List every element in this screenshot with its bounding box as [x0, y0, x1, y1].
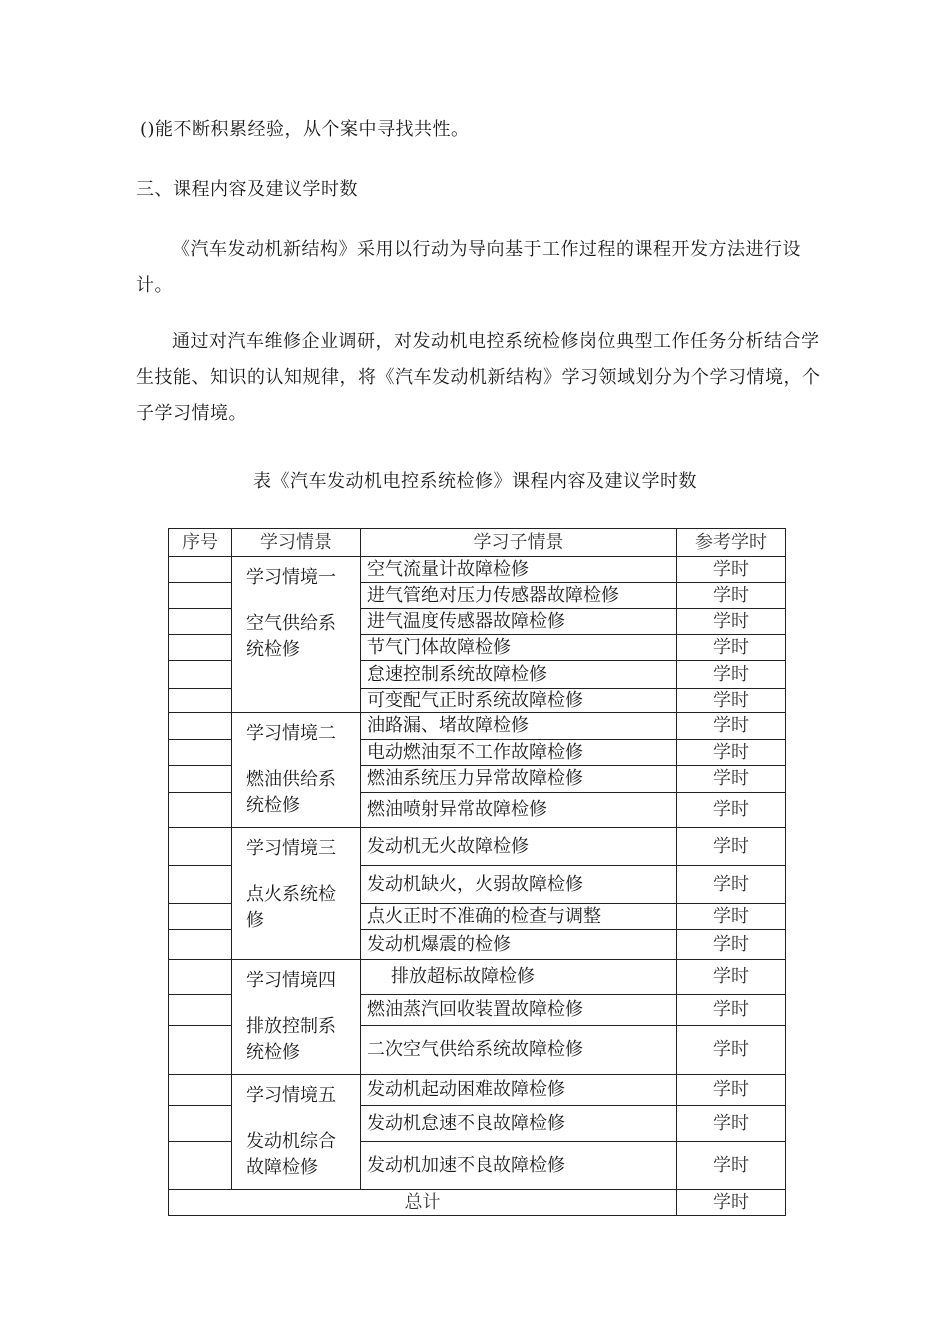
table-row: [169, 960, 786, 995]
situation-gap: [246, 862, 346, 882]
sub-situation-cell: 进气温度传感器故障检修: [361, 609, 677, 635]
sub-situation-cell: 油路漏、堵故障检修: [361, 713, 677, 740]
situation-gap: [246, 747, 346, 767]
sub-situation-cell: 发动机加速不良故障检修: [361, 1142, 677, 1190]
situation-cell: [232, 828, 361, 960]
table-row: [169, 557, 786, 583]
total-hours: 学时: [677, 1190, 786, 1216]
situation-title: 学习情境一: [246, 567, 336, 588]
sub-situation-cell: 空气流量计故障检修: [361, 557, 677, 583]
hours-cell: 学时: [677, 609, 786, 635]
row-index-cell: [169, 713, 232, 740]
hours-cell: 学时: [677, 689, 786, 713]
hours-cell: 学时: [677, 828, 786, 866]
sub-situation-cell: 燃油喷射异常故障检修: [361, 793, 677, 828]
hours-cell: 学时: [677, 661, 786, 689]
hours-cell: 学时: [677, 739, 786, 766]
hours-cell: 学时: [677, 713, 786, 740]
hours-cell: 学时: [677, 995, 786, 1026]
header-sub-situation: 学习子情景: [361, 529, 677, 557]
table-row: [169, 713, 786, 740]
situation-gap: [246, 1109, 346, 1129]
situation-cell: [232, 713, 361, 828]
hours-cell: 学时: [677, 557, 786, 583]
row-index-cell: [169, 1106, 232, 1142]
table-caption: 表《汽车发动机电控系统检修》课程内容及建议学时数: [253, 471, 697, 492]
row-index-cell: [169, 1142, 232, 1190]
paragraph-design-text: 《汽车发动机新结构》采用以行动为导向基于工作过程的课程开发方法进行设计。: [136, 239, 801, 296]
sub-situation-cell: 排放超标故障检修: [361, 960, 677, 995]
row-index-cell: [169, 739, 232, 766]
hours-cell: 学时: [677, 866, 786, 904]
row-index-cell: [169, 904, 232, 930]
row-index-cell: [169, 828, 232, 866]
hours-cell: 学时: [677, 583, 786, 609]
paragraph-survey: [136, 324, 826, 432]
table-row: [169, 1075, 786, 1106]
sub-situation-cell: 发动机起动困难故障检修: [361, 1075, 677, 1106]
row-index-cell: [169, 1025, 232, 1074]
hours-cell: 学时: [677, 1106, 786, 1142]
paragraph-survey-text: 通过对汽车维修企业调研，对发动机电控系统检修岗位典型工作任务分析结合学生技能、知识的认知规律，将《汽车发动机新结构》学习领域划分为个学习情境，个子学习情境。: [136, 331, 821, 424]
hours-cell: 学时: [677, 766, 786, 793]
course-table-body: [169, 529, 786, 1216]
row-index-cell: [169, 1075, 232, 1106]
row-index-cell: [169, 689, 232, 713]
total-label: 总计: [169, 1190, 677, 1216]
hours-cell: 学时: [677, 904, 786, 930]
situation-name: 点火系统检修: [246, 884, 336, 931]
row-index-cell: [169, 635, 232, 661]
course-content-table: [168, 528, 786, 1216]
situation-name: 排放控制系统检修: [246, 1016, 336, 1063]
row-index-cell: [169, 609, 232, 635]
situation-title: 学习情境二: [246, 723, 336, 744]
situation-title: 学习情境五: [246, 1085, 336, 1106]
paragraph-experience: ()能不断积累经验，从个案中寻找共性。: [140, 119, 470, 140]
situation-cell: [232, 960, 361, 1075]
situation-cell: [232, 557, 361, 713]
row-index-cell: [169, 995, 232, 1026]
sub-situation-cell: 电动燃油泵不工作故障检修: [361, 739, 677, 766]
situation-name: 燃油供给系统检修: [246, 769, 336, 816]
situation-title: 学习情境三: [246, 838, 336, 859]
table-row: [169, 828, 786, 866]
sub-situation-cell: 节气门体故障检修: [361, 635, 677, 661]
row-index-cell: [169, 793, 232, 828]
sub-situation-cell: 发动机无火故障检修: [361, 828, 677, 866]
sub-situation-cell: 点火正时不准确的检查与调整: [361, 904, 677, 930]
header-hours: 参考学时: [677, 529, 786, 557]
sub-situation-cell: 燃油蒸汽回收装置故障检修: [361, 995, 677, 1026]
situation-gap: [246, 591, 346, 611]
row-index-cell: [169, 960, 232, 995]
section-heading: 三、课程内容及建议学时数: [136, 179, 358, 200]
sub-situation-cell: 燃油系统压力异常故障检修: [361, 766, 677, 793]
sub-situation-cell: 发动机怠速不良故障检修: [361, 1106, 677, 1142]
situation-gap: [246, 994, 346, 1014]
header-index: 序号: [169, 529, 232, 557]
hours-cell: 学时: [677, 930, 786, 960]
row-index-cell: [169, 557, 232, 583]
hours-cell: 学时: [677, 1075, 786, 1106]
row-index-cell: [169, 583, 232, 609]
situation-cell: [232, 1075, 361, 1190]
paragraph-design: [136, 232, 826, 304]
table-header-row: [169, 529, 786, 557]
hours-cell: 学时: [677, 635, 786, 661]
sub-situation-cell: 二次空气供给系统故障检修: [361, 1025, 677, 1074]
header-situation: 学习情景: [232, 529, 361, 557]
hours-cell: 学时: [677, 793, 786, 828]
situation-name: 空气供给系统检修: [246, 613, 336, 660]
row-index-cell: [169, 661, 232, 689]
hours-cell: 学时: [677, 1142, 786, 1190]
sub-situation-cell: 进气管绝对压力传感器故障检修: [361, 583, 677, 609]
row-index-cell: [169, 930, 232, 960]
total-row: [169, 1190, 786, 1216]
hours-cell: 学时: [677, 1025, 786, 1074]
sub-situation-cell: 可变配气正时系统故障检修: [361, 689, 677, 713]
hours-cell: 学时: [677, 960, 786, 995]
sub-situation-cell: 怠速控制系统故障检修: [361, 661, 677, 689]
situation-title: 学习情境四: [246, 970, 336, 991]
situation-name: 发动机综合故障检修: [246, 1131, 336, 1178]
row-index-cell: [169, 766, 232, 793]
row-index-cell: [169, 866, 232, 904]
sub-situation-cell: 发动机爆震的检修: [361, 930, 677, 960]
sub-situation-cell: 发动机缺火，火弱故障检修: [361, 866, 677, 904]
